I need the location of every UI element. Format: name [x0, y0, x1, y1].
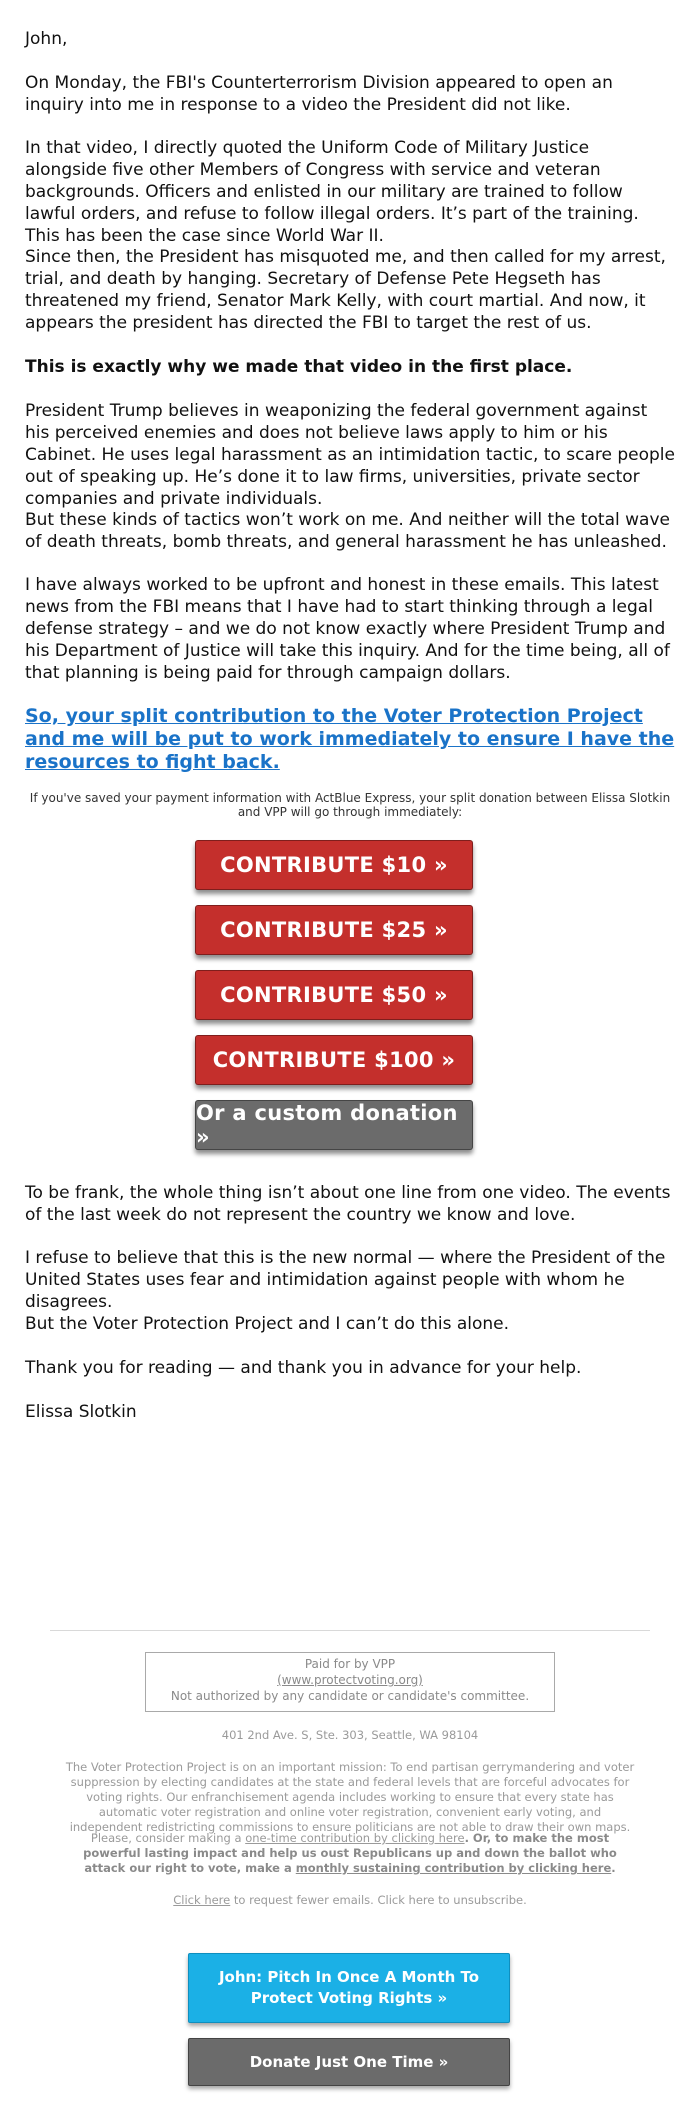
consider-end: . — [611, 1861, 616, 1875]
paragraph-video: In that video, I directly quoted the Uniform Code of Military Justice alongside five other Members of Congress with service and veteran backgrounds. Officers and enlisted in our military are trained to follow lawful orders, and refuse to follow illegal orders. It’s part of the training. This has been the case since World War II. — [25, 138, 639, 246]
vpp-website-link[interactable]: (www.protectvoting.org) — [277, 1673, 423, 1687]
greeting: John, — [25, 29, 68, 49]
contribute-25-button[interactable]: CONTRIBUTE $25 » — [195, 905, 473, 955]
paragraph-fbi-inquiry: On Monday, the FBI's Counterterrorism Division appeared to open an inquiry into me in response to a video the President did not like. — [25, 73, 613, 115]
paragraph-legal-defense: I have always worked to be upfront and honest in these emails. This latest news from the FBI means that I have had to start thinking through a legal defense strategy – and we do not know exactly where President Trump and his Department of Justice will take this inquiry. And for the time being, all of that planning is being paid for through campaign dollars. — [25, 575, 670, 683]
not-authorized-text: Not authorized by any candidate or candidate's committee. — [170, 1689, 530, 1703]
contribution-cta-link[interactable]: So, your split contribution to the Voter Protection Project and me will be put to work immediately to ensure I have the resources to fight back. — [25, 705, 675, 773]
consider-prefix: Please, consider making a — [90, 1831, 246, 1845]
paragraph-tactics: But these kinds of tactics won’t work on me. And neither will the total wave of death threats, bomb threats, and general harassment he has unleashed. — [25, 510, 670, 552]
paid-for-text: Paid for by VPP — [304, 1657, 396, 1671]
footer-consider-contribution — [65, 1831, 635, 1876]
one-time-contribution-link[interactable]: one-time contribution by clicking here — [245, 1831, 465, 1845]
contribute-100-button[interactable]: CONTRIBUTE $100 » — [195, 1035, 473, 1085]
paragraph-to-be-frank: To be frank, the whole thing isn’t about one line from one video. The events of the last week do not represent the country we know and love. — [25, 1183, 671, 1225]
contribute-10-button[interactable]: CONTRIBUTE $10 » — [195, 840, 473, 890]
signature: Elissa Slotkin — [25, 1402, 137, 1422]
paragraph-bold-why: This is exactly why we made that video in the first place. — [25, 357, 573, 377]
paragraph-new-normal: I refuse to believe that this is the new normal — where the President of the United States uses fear and intimidation against people with whom he disagrees. — [25, 1248, 666, 1312]
one-time-donation-button[interactable]: Donate Just One Time » — [188, 2038, 510, 2086]
footer-email-preferences — [65, 1893, 635, 1908]
monthly-donation-button[interactable]: John: Pitch In Once A Month To Protect Voting Rights » — [188, 1953, 510, 2023]
monthly-contribution-link[interactable]: monthly sustaining contribution by clicking here — [295, 1861, 612, 1875]
contribute-50-button[interactable]: CONTRIBUTE $50 » — [195, 970, 473, 1020]
footer-address: 401 2nd Ave. S, Ste. 303, Seattle, WA 98104 — [221, 1728, 479, 1742]
consider-mid: . Or, to make the most powerful lasting impact and help us oust Republicans up and down the ballot who attack our right to vote, make a — [83, 1831, 617, 1875]
custom-donation-button[interactable]: Or a custom donation » — [195, 1100, 473, 1150]
paid-for-box — [145, 1652, 555, 1712]
footer-mission: The Voter Protection Project is on an important mission: To end partisan gerrymandering and voter suppression by electing candidates at the state and federal levels that are forceful advocates for voting rights. Our enfranchisement agenda includes working to ensure that every state has automatic voter registration and online voter registration, convenient early voting, and independent redistricting commissions to ensure politicians are not able to draw their own maps. — [65, 1760, 635, 1834]
fewer-emails-link[interactable]: Click here — [173, 1893, 231, 1907]
actblue-express-note: If you've saved your payment information with ActBlue Express, your split donation between Elissa Slotkin and VPP will go through immediately: — [29, 791, 671, 819]
paragraph-president-response: Since then, the President has misquoted me, and then called for my arrest, trial, and death by hanging. Secretary of Defense Pete Hegseth has threatened my friend, Senator Mark Kelly, with court martial. And now, it appears the president has directed the FBI to target the rest of us. — [25, 247, 666, 333]
fewer-emails-rest: to request fewer emails. Click here to unsubscribe. — [230, 1893, 527, 1907]
footer-divider — [50, 1630, 650, 1631]
paragraph-cant-do-alone: But the Voter Protection Project and I can’t do this alone. — [25, 1314, 510, 1334]
paragraph-weaponizing: President Trump believes in weaponizing the federal government against his perceived enemies and does not believe laws apply to him or his Cabinet. He uses legal harassment as an intimidation tactic, to scare people out of speaking up. He’s done it to law firms, universities, private sector companies and private individuals. — [25, 401, 675, 509]
paragraph-thank-you: Thank you for reading — and thank you in advance for your help. — [25, 1358, 582, 1378]
